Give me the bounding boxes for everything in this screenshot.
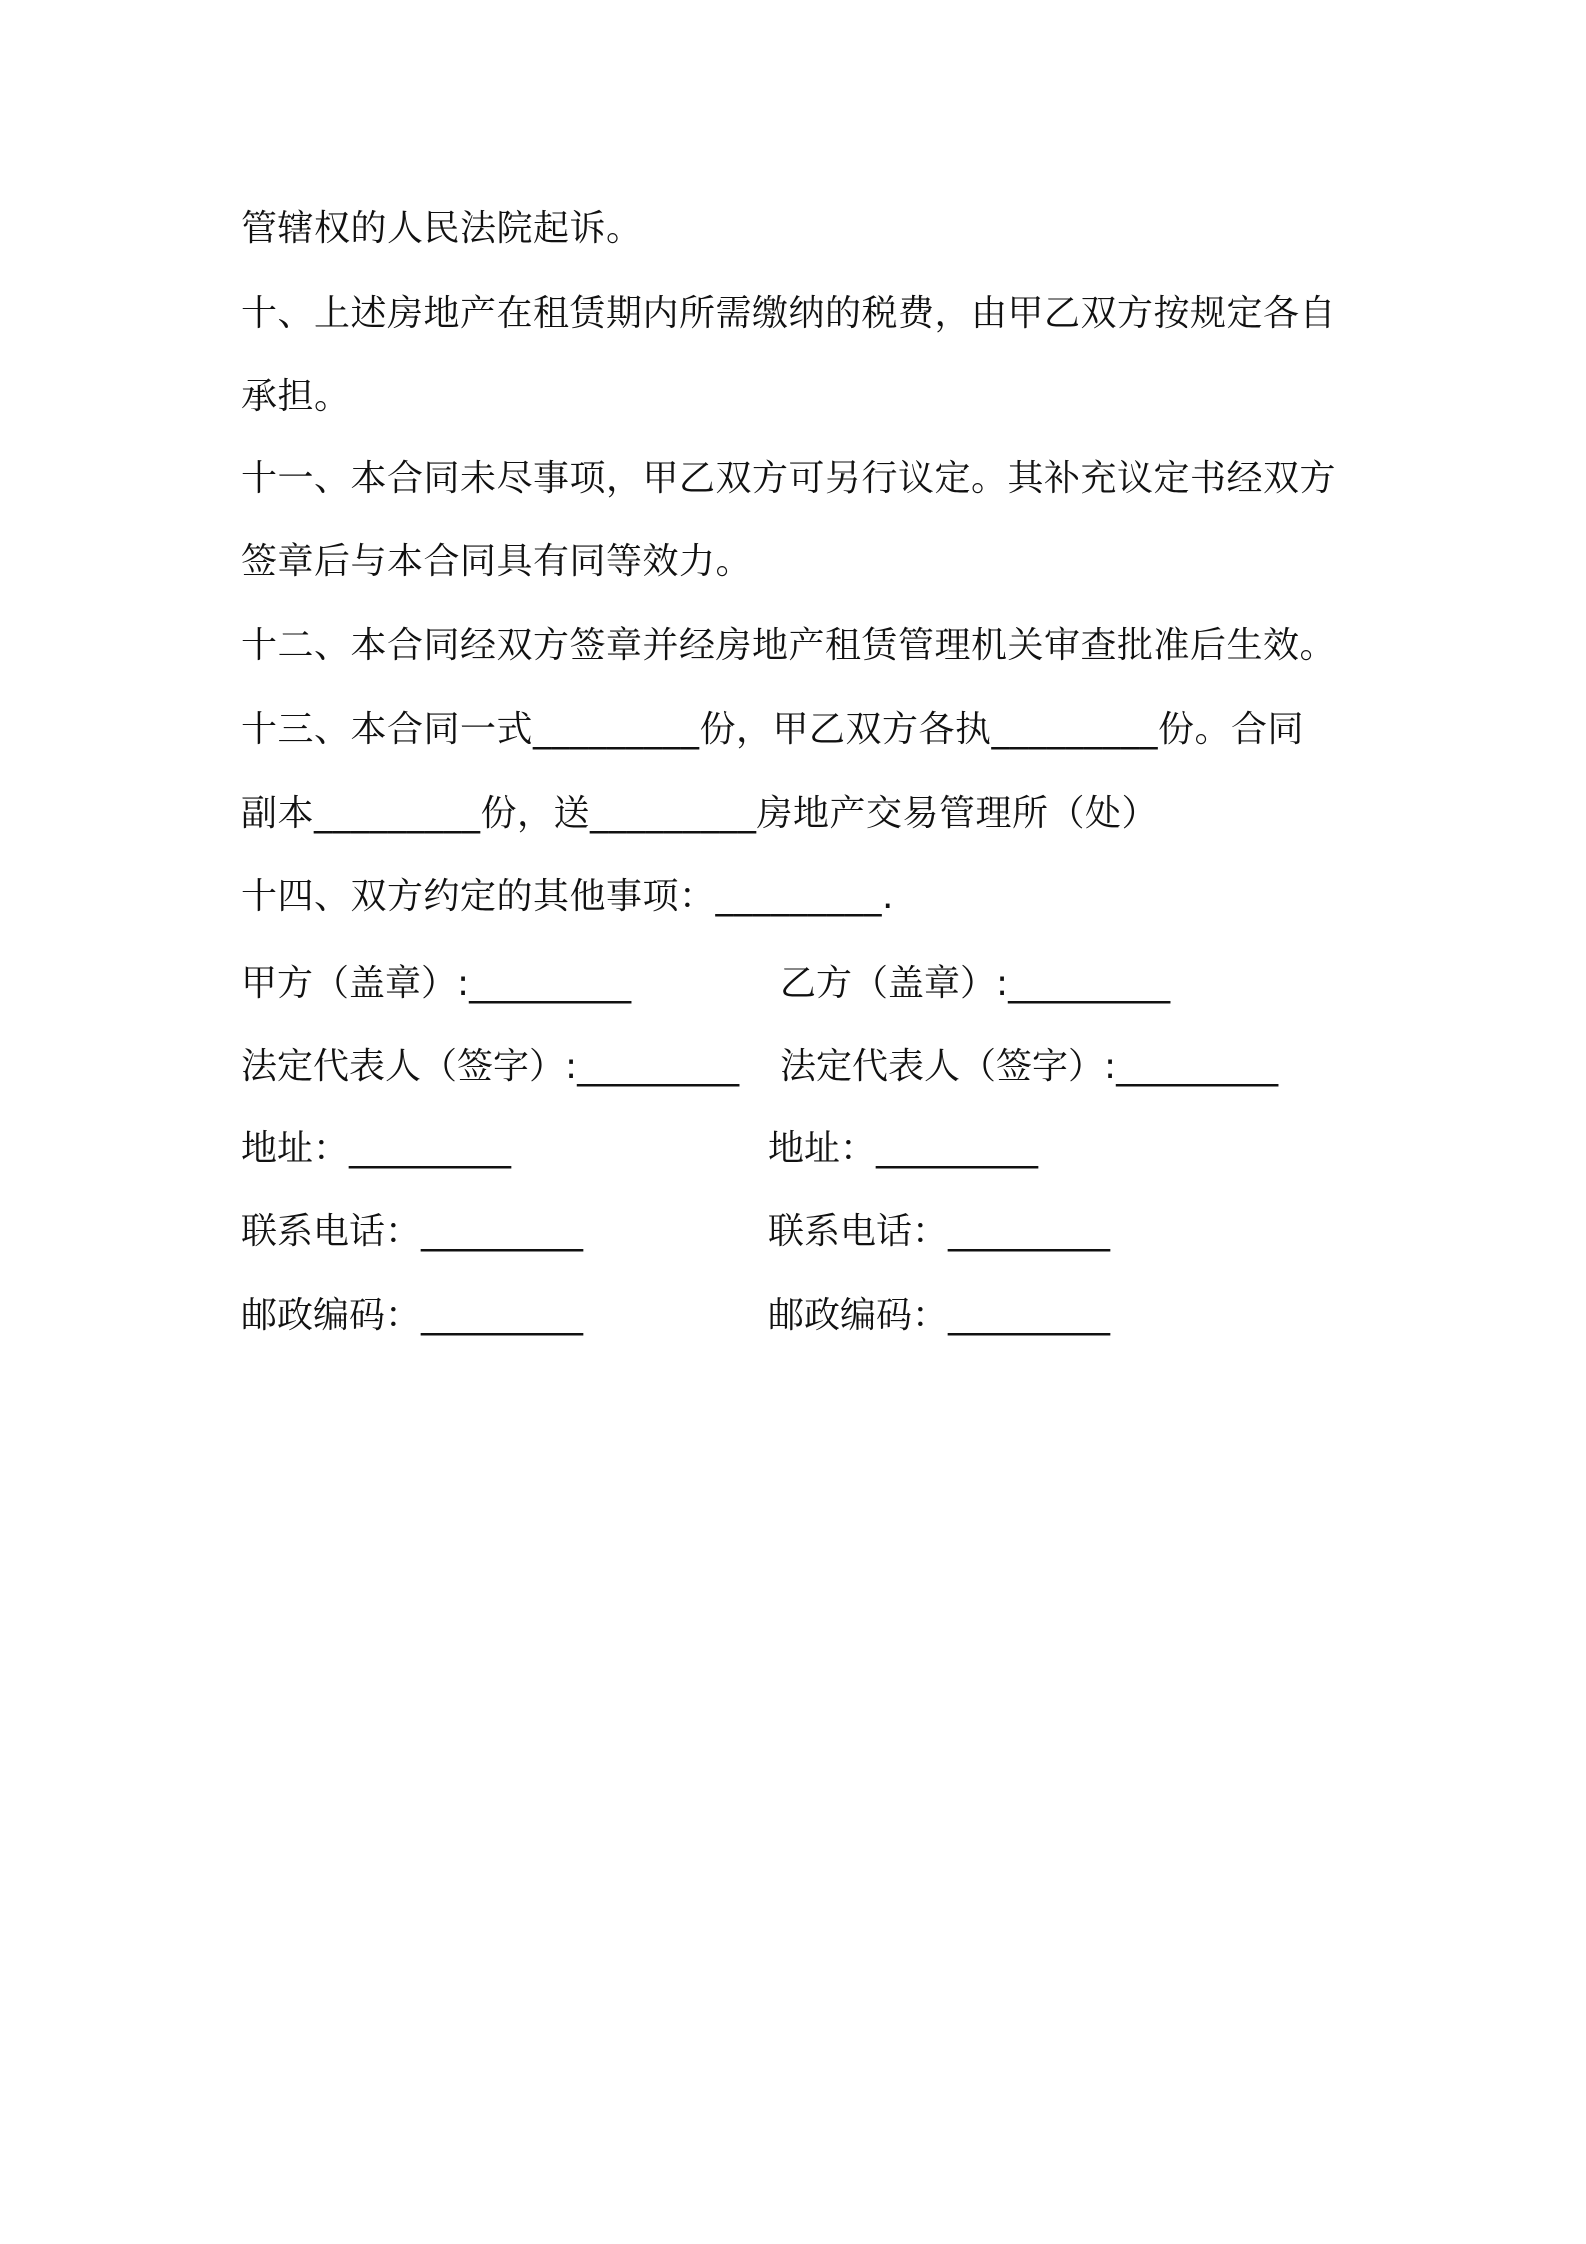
party-b-rep-field: 法定代表人（签字）:_________ [780,1046,1279,1087]
paragraph-line-5: 签章后与本合同具有同等效力。 [241,541,753,582]
paragraph-line-1: 管辖权的人民法院起诉。 [241,208,643,249]
paragraph-line-2: 十、上述房地产在租赁期内所需缴纳的税费，由甲乙双方按规定各自 [241,293,1337,334]
party-a-rep-field: 法定代表人（签字）:_________ [241,1046,740,1087]
paragraph-line-8: 副本_________份，送_________房地产交易管理所（处） [241,793,1159,834]
party-b-address-field: 地址：_________ [768,1128,1039,1169]
party-a-phone-field: 联系电话：_________ [241,1211,584,1252]
paragraph-line-6: 十二、本合同经双方签章并经房地产租赁管理机关审查批准后生效。 [241,625,1337,666]
paragraph-line-7: 十三、本合同一式_________份，甲乙双方各执_________份。合同 [241,709,1305,750]
party-b-zip-field: 邮政编码：_________ [768,1295,1111,1336]
paragraph-line-9: 十四、双方约定的其他事项：_________. [241,876,894,917]
party-a-address-field: 地址：_________ [241,1128,512,1169]
party-b-phone-field: 联系电话：_________ [768,1211,1111,1252]
party-a-zip-field: 邮政编码：_________ [241,1295,584,1336]
party-b-seal-field: 乙方（盖章）:_________ [780,963,1171,1004]
paragraph-line-4: 十一、本合同未尽事项，甲乙双方可另行议定。其补充议定书经双方 [241,458,1337,499]
party-a-seal-field: 甲方（盖章）:_________ [241,963,632,1004]
paragraph-line-3: 承担。 [241,376,351,417]
